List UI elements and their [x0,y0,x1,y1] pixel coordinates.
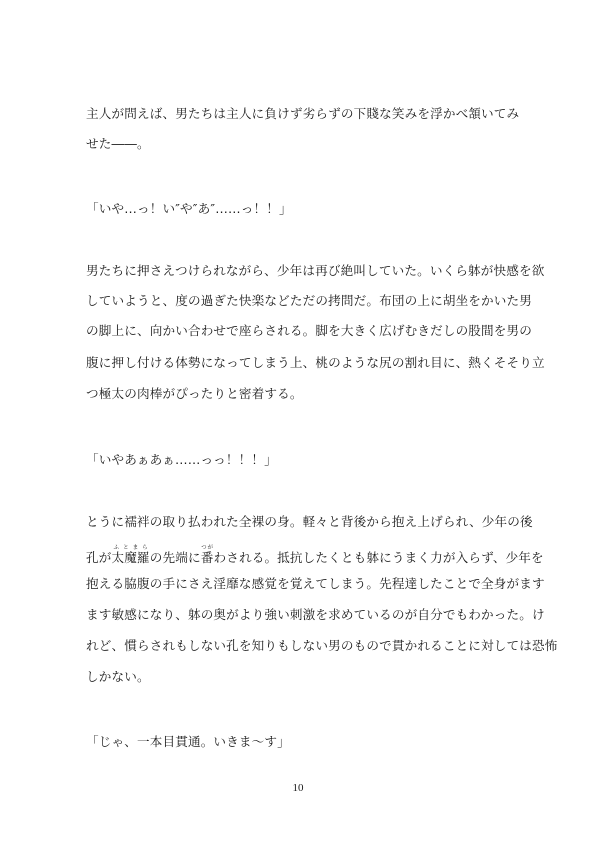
ruby-base: 番 [200,550,214,565]
text-line: 主人が問えば、男たちは主人に負けず劣らずの下賤な笑みを浮かべ頷いてみ [86,106,520,121]
text-line-with-ruby [86,545,544,566]
text-line: していようと、度の過ぎた快楽などただの拷問だ。布団の上に胡坐をかいた男 [86,293,533,308]
ruby-base: 太魔羅 [111,550,150,565]
page-number: 10 [292,782,304,794]
text-segment: 孔が [86,550,112,565]
text-line: の脚上に、向かい合わせで座らされる。脚を大きく広げむきだしの股間を男の [86,323,533,338]
ruby-reading: つが [200,545,214,551]
ruby-annotation [111,545,150,565]
text-line: ます敏感になり、躰の奥がより強い刺激を求めているのが自分でもわかった。け [86,607,545,622]
text-segment: の先端に [149,550,201,565]
dialogue-line: 「いや…っ！い″や″あ″……っ！！」 [86,201,292,216]
text-line: せた――。 [86,136,150,151]
dialogue-line: 「いやあぁあぁ……っっ！！！」 [86,452,277,467]
text-line: 抱える脇腹の手にさえ淫靡な感覚を覚えてしまう。先程達したことで全身がます [86,576,545,591]
text-line: とうに襦袢の取り払われた全裸の身。軽々と背後から抱え上げられ、少年の後 [86,514,533,529]
ruby-reading: ふとまら [111,545,150,551]
text-line: 男たちに押さえつけられながら、少年は再び絶叫していた。いくら躰が快感を欲 [86,263,545,278]
text-segment: わされる。抵抗したくとも躰にうまく力が入らず、少年を [213,550,544,565]
text-line: しかない。 [86,669,150,684]
text-line: れど、慣らされもしない孔を知りもしない男のもので貫かれることに対しては恐怖 [86,638,558,653]
text-line: つ極太の肉棒がぴったりと密着する。 [86,386,303,401]
text-line: 腹に押し付ける体勢になってしまう上、桃のような尻の割れ目に、熱くそそり立 [86,355,545,370]
ruby-annotation [200,545,214,565]
dialogue-line: 「じゃ、一本目貫通。いきま～す」 [86,734,290,749]
